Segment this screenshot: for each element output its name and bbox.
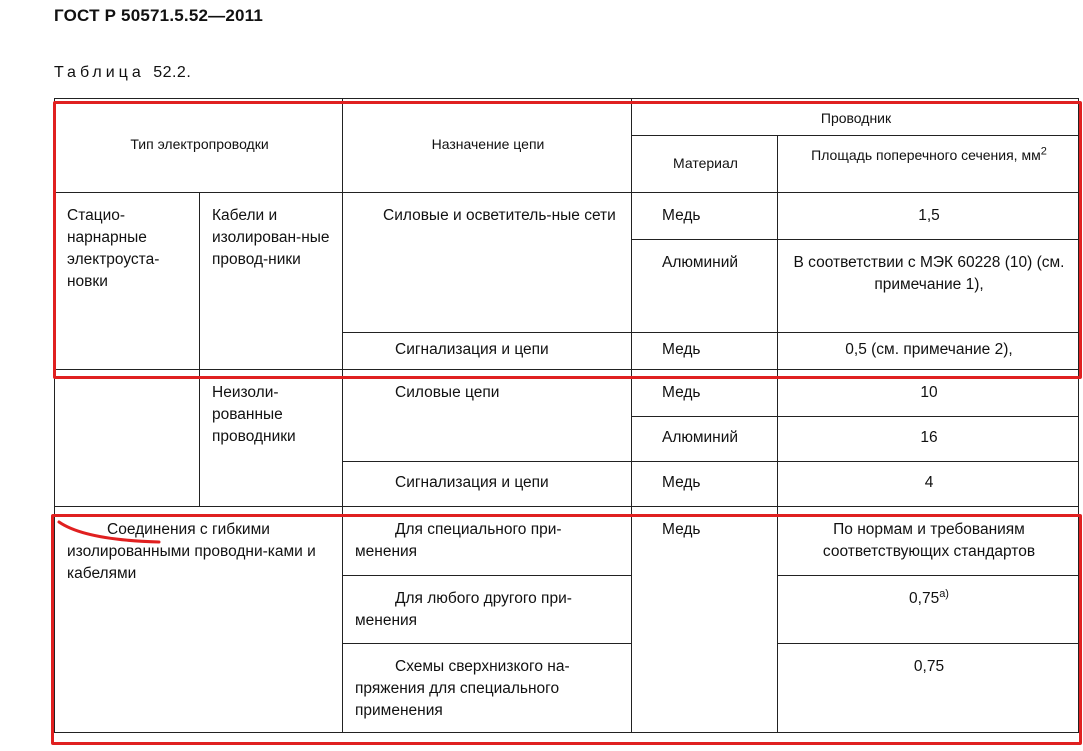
cell-copper-5: Медь [632,507,778,733]
cell-value-4: 10 [778,370,1079,417]
cell-empty [55,370,200,507]
header-conductor: Проводник [632,99,1079,136]
value-8: 0,75 [909,590,940,607]
cell-special: Для специального при-менения [343,507,632,576]
cell-value-5: 16 [778,417,1079,462]
cell-copper-4: Медь [632,462,778,507]
cell-aluminium-2: Алюминий [632,417,778,462]
cell-value-9: 0,75 [778,644,1079,733]
header-material: Материал [632,136,778,193]
caption-number: 52.2. [153,64,192,81]
cross-section-superscript: 2 [1040,145,1047,158]
conductor-table [54,98,1079,733]
header-circuit-purpose: Назначение цепи [343,99,632,193]
cell-copper-2: Медь [632,333,778,370]
cell-signal-1: Сигнализация и цепи [343,333,632,370]
document-header: ГОСТ Р 50571.5.52—2011 [54,6,264,25]
cell-copper-1: Медь [632,193,778,240]
cell-power: Силовые цепи [343,370,632,462]
header-wiring-type: Тип электропроводки [55,99,343,193]
footnote-a: а) [939,587,949,600]
header-cross-section [778,136,1079,193]
cell-value-3: 0,5 (см. примечание 2), [778,333,1079,370]
cell-cables: Кабели и изолирован-ные провод-ники [200,193,343,370]
table-caption [54,64,191,82]
cell-value-7: По нормам и требованиям соответствующих стандартов [778,507,1079,576]
cell-aluminium-1: Алюминий [632,240,778,333]
cell-value-8 [778,576,1079,644]
cell-elv: Схемы сверхнизкого на-пряжения для специального применения [343,644,632,733]
cell-value-2: В соответствии с МЭК 60228 (10) (см. примечание 1), [778,240,1079,333]
cell-power-lighting: Силовые и осветитель-ные сети [343,193,632,333]
cell-signal-2: Сигнализация и цепи [343,462,632,507]
caption-word: Таблица [54,64,145,81]
cross-section-label: Площадь поперечного сечения, мм [811,147,1041,163]
cell-other: Для любого другого при-менения [343,576,632,644]
cell-copper-3: Медь [632,370,778,417]
cell-flexible: Соединения с гибкими изолированными проводни-ками и кабелями [55,507,343,733]
cell-value-1: 1,5 [778,193,1079,240]
cell-value-6: 4 [778,462,1079,507]
cell-bare: Неизоли-рованные проводники [200,370,343,507]
cell-stationary: Стацио-нарнарные электроуста-новки [55,193,200,370]
